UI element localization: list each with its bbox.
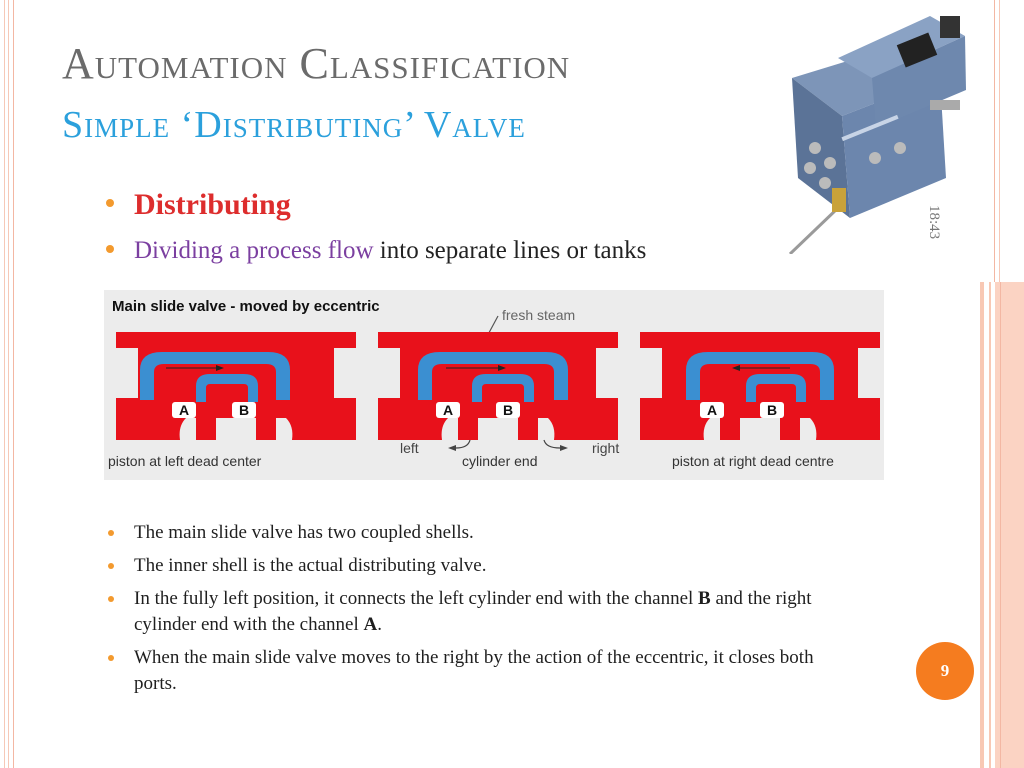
diagram-heading: Main slide valve - moved by eccentric bbox=[112, 298, 380, 315]
bullet-distributing bbox=[106, 190, 291, 221]
slide-title: Automation Classification bbox=[62, 39, 571, 88]
bullet-dividing bbox=[106, 236, 646, 266]
slide-timestamp: 18:43 bbox=[926, 205, 942, 240]
body-bullet: The main slide valve has two coupled shells. bbox=[108, 520, 828, 546]
right-label: right bbox=[592, 440, 620, 456]
bullet-dot bbox=[106, 245, 114, 253]
slide-valve-diagram bbox=[104, 290, 884, 480]
port-a-label: A bbox=[442, 402, 454, 418]
body-bullet: The inner shell is the actual distributing valve. bbox=[108, 553, 828, 579]
left-frame-border bbox=[0, 0, 14, 768]
valve-panel-right bbox=[640, 332, 880, 440]
right-frame-band bbox=[980, 282, 1024, 768]
bullet-highlight: Dividing a process flow bbox=[134, 237, 374, 264]
left-dead-center-label: piston at left dead center bbox=[108, 453, 262, 469]
body-bullet-list bbox=[108, 520, 828, 704]
port-b-label: B bbox=[502, 402, 514, 418]
bullet-dot bbox=[108, 655, 114, 661]
fresh-steam-label: fresh steam bbox=[502, 307, 576, 323]
valve-panel-left bbox=[116, 332, 356, 440]
right-dead-centre-label: piston at right dead centre bbox=[672, 453, 834, 469]
bullet-text: Distributing bbox=[134, 188, 291, 221]
port-a-label: A bbox=[706, 402, 718, 418]
page-number-badge: 9 bbox=[916, 642, 974, 700]
body-bullet: When the main slide valve moves to the right by the action of the eccentric, it closes both ports. bbox=[108, 645, 828, 697]
port-b-label: B bbox=[766, 402, 778, 418]
cylinder-end-label: cylinder end bbox=[462, 453, 538, 469]
bullet-dot bbox=[108, 563, 114, 569]
bullet-dot bbox=[108, 596, 114, 602]
slide-subtitle: Simple ‘Distributing’ Valve bbox=[62, 104, 526, 146]
right-frame-lines bbox=[980, 0, 1024, 282]
left-label: left bbox=[400, 440, 419, 456]
bullet-rest: into separate lines or tanks bbox=[373, 237, 647, 264]
bullet-dot bbox=[106, 199, 114, 207]
valve-panel-middle bbox=[378, 332, 618, 440]
body-bullet: In the fully left position, it connects the left cylinder end with the channel B and the right cylinder end with the channel A. bbox=[108, 586, 828, 638]
bullet-dot bbox=[108, 530, 114, 536]
port-b-label: B bbox=[238, 402, 250, 418]
port-a-label: A bbox=[178, 402, 190, 418]
